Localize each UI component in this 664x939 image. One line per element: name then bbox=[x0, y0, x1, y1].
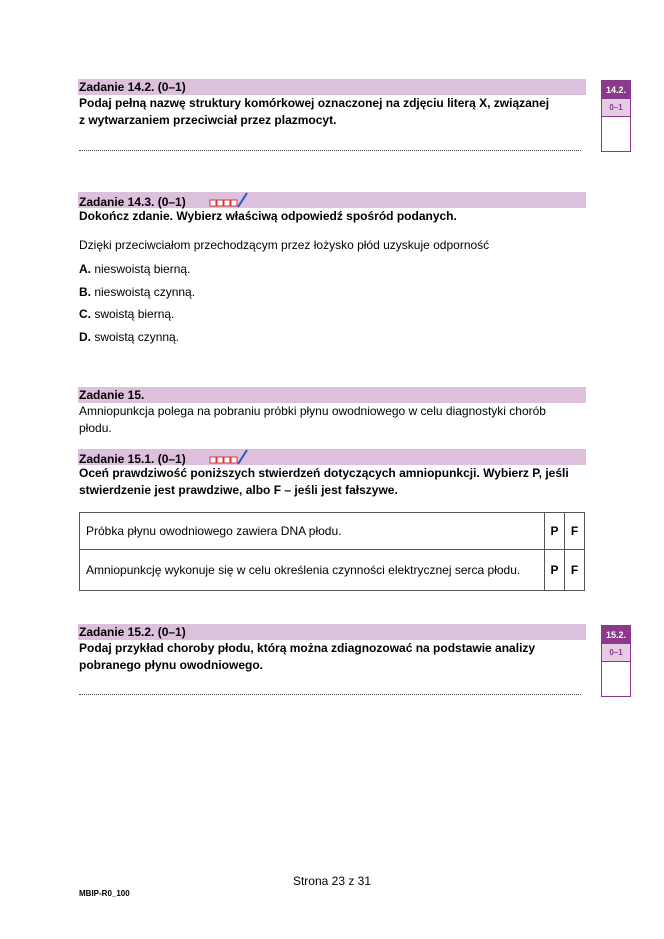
false-option[interactable]: F bbox=[565, 550, 585, 591]
score-box-14-2 bbox=[601, 80, 631, 152]
prompt-line: pobranego płynu owodniowego. bbox=[79, 658, 263, 672]
option-text: swoistą bierną. bbox=[94, 307, 175, 321]
task-14-3-stem: Dzięki przeciwciałom przechodzącym przez łożysko płód uzyskuje odporność bbox=[79, 238, 490, 252]
true-option[interactable]: P bbox=[545, 513, 565, 550]
answer-line[interactable] bbox=[79, 148, 581, 151]
task-14-2-prompt bbox=[79, 95, 549, 129]
task-14-2-header bbox=[78, 79, 586, 95]
task-14-3-instruction: Dokończ zdanie. Wybierz właściwą odpowiedź spośród podanych. bbox=[79, 209, 457, 223]
option-text: swoistą czynną. bbox=[94, 330, 180, 344]
true-option[interactable]: P bbox=[545, 550, 565, 591]
prompt-line: Podaj pełną nazwę struktury komórkowej oznaczonej na zdjęciu literą X, związanej bbox=[79, 96, 550, 110]
task-15-1-header bbox=[78, 449, 586, 465]
prompt-line: Podaj przykład choroby płodu, którą można zdiagnozować na podstawie analizy bbox=[79, 641, 536, 655]
task-header-text: Zadanie 15.1. (0–1) bbox=[79, 452, 186, 467]
option-text: nieswoistą czynną. bbox=[94, 285, 196, 299]
task-15-header bbox=[78, 387, 586, 403]
option-c[interactable] bbox=[79, 307, 174, 321]
option-letter: D. bbox=[79, 330, 91, 344]
prompt-line: z wytwarzaniem przeciwciał przez plazmocyt. bbox=[79, 113, 337, 127]
statement-cell: Próbka płynu owodniowego zawiera DNA płodu. bbox=[80, 513, 545, 550]
instruction-line: Oceń prawdziwość poniższych stwierdzeń dotyczących amniopunkcji. Wybierz P, jeśli bbox=[79, 466, 569, 480]
false-option[interactable]: F bbox=[565, 513, 585, 550]
option-d[interactable] bbox=[79, 330, 179, 344]
task-header-text: Zadanie 14.3. (0–1) bbox=[79, 195, 186, 210]
instruction-line: stwierdzenie jest prawdziwe, albo F – jeśli jest fałszywe. bbox=[79, 483, 398, 497]
option-b[interactable] bbox=[79, 285, 195, 299]
task-15-2-header bbox=[78, 624, 586, 640]
answer-line[interactable] bbox=[79, 692, 581, 695]
document-code: MBIP-R0_100 bbox=[79, 889, 130, 898]
score-box-15-2 bbox=[601, 625, 631, 697]
task-15-1-instruction bbox=[79, 465, 569, 499]
option-a[interactable] bbox=[79, 262, 190, 276]
statement-cell: Amniopunkcję wykonuje się w celu określenia czynności elektrycznej serca płodu. bbox=[80, 550, 545, 591]
task-header-text: Zadanie 15.2. (0–1) bbox=[79, 625, 186, 639]
intro-line: Amniopunkcja polega na pobraniu próbki płynu owodniowego w celu diagnostyki chorób bbox=[79, 404, 546, 418]
true-false-table bbox=[79, 512, 585, 591]
task-14-3-header bbox=[78, 192, 586, 208]
intro-line: płodu. bbox=[79, 421, 112, 435]
option-text: nieswoistą bierną. bbox=[94, 262, 191, 276]
score-box-points: 0–1 bbox=[602, 99, 630, 117]
option-letter: A. bbox=[79, 262, 91, 276]
page-number: Strona 23 z 31 bbox=[292, 874, 372, 888]
table-row bbox=[80, 513, 585, 550]
task-15-2-prompt bbox=[79, 640, 535, 674]
task-header-text: Zadanie 14.2. (0–1) bbox=[79, 80, 186, 94]
score-box-number: 15.2. bbox=[602, 626, 630, 644]
option-letter: B. bbox=[79, 285, 91, 299]
option-letter: C. bbox=[79, 307, 91, 321]
task-header-text: Zadanie 15. bbox=[79, 388, 145, 402]
task-15-intro bbox=[79, 403, 546, 437]
table-row bbox=[80, 550, 585, 591]
score-box-points: 0–1 bbox=[602, 644, 630, 662]
score-box-number: 14.2. bbox=[602, 81, 630, 99]
